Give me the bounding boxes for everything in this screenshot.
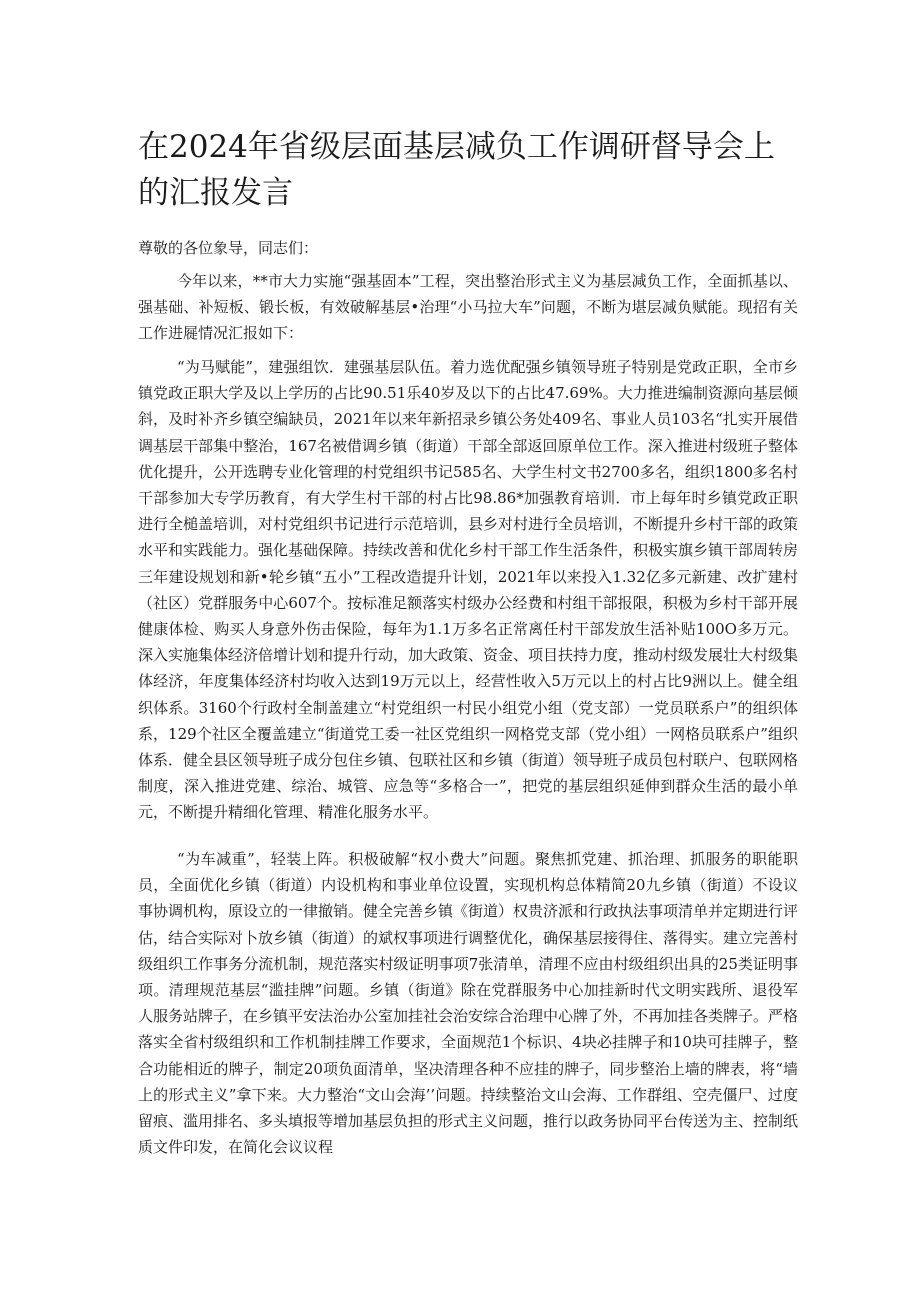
document-title: 在2024年省级层面基层减负工作调研督导会上的汇报发言 (138, 129, 775, 211)
body-paragraph-intro: 今年以来，**市大力实施“强基固本”工程，突出整治形式主义为基层减负工作，全面抓基以、强基础、补短板、锻长板，有效破解基层•治理“小马拉大车”问题，不断为堪层减负赋能。现招有关工作进屣情况汇报如下： (138, 272, 798, 343)
body-paragraph-burden-reduction: “为车减重”，轻装上阵。积极破解“权小费大”问题。聚焦抓党建、抓治理、抓服务的职能职员，全面优化乡镇（街道）内设机构和事业单位设置，实现机构总体精简20九乡镇（街道）不设议事协调机构，原设立的一律撤销。健全完善乡镇《街道）权贵济派和行政执法事项清单并定期进行评估，结合实际对卜放乡镇（街道）的斌权事项进行调整优化，确保基层接得住、落得实。建立完善村级组织工作事务分流机制，规范落实村级证明事项7张清单，清理不应由村级组织出具的25类证明事项。清理规范基层“滥挂牌”问题。乡镇（街道》除在党群服务中心加挂新时代文明实践所、退役军人服务站牌子，在乡镇平安法治办公室加挂社会治安综合治理中心牌了外，不再加挂各类牌子。严格落实全省村级组织和工作机制挂牌工作要求，全面规范1个标识、4块必挂牌子和10块可挂牌子，整合功能相近的牌子，制定20项负面清单，坚决清理各种不应挂的牌子，同步整治上墙的牌表，将“墙上的形式主义”拿下来。大力整治“文山会海’’问题。持续整治文山会海、工作群组、空壳僵尸、过度留痕、滥用排名、多头填报等增加基层负担的形式主义问题，推行以政务协同平台传送为主、控制纸质文件印发，在简化会议议程 (138, 850, 799, 1157)
greeting-line: 尊敬的各位象导，同志们： (138, 239, 319, 257)
body-paragraph-empowerment: “为马赋能”，建强组饮．建强基层队伍。着力选优配强乡镇领导班子特别是党政正职，全市乡镇党政正职大学及以上学历的占比90.51乐40岁及以下的占比47.69%。大力推进编制资源向基层倾斜，及时补齐乡镇空编缺员，2021年以来年新招录乡镇公务处409名、事业人员103名“扎实开展借调基层干部集中整治，167名被借调乡镇（街道）干部全部返回原单位工作。深入推进村级班子整体优化提升，公开选聘专业化管理的村党组织书记585名、大学生村文书2700多名，组织1800多名村干部参加大专学历教育，有大学生村干部的村占比98.86*加强教育培训．市上每年时乡镇党政正职进行全槌盖培训，对村党组织书记进行示范培训，县乡对村进行全员培训，不断提升乡村干部的政策水平和实践能力。强化基础保障。持续改善和优化乡村干部工作生活条件，积极实旗乡镇干部周转房三年建设规划和新•轮乡镇“五小”工程改造提升计划，2021年以来投入1.32亿多元新建、改扩建村（社区）党群服务中心607个。按标准足额落实村级办公经费和村组干部报限，积极为乡村干部开展健康体检、购买人身意外伤击保险，每年为1.1万多名正常离任村干部发放生活补贴100O多万元。深入实施集体经济倍增计划和提升行动，加大政策、资金、项目扶持力度，推动村级发展壮大村级集体经济，年度集体经济村均收入达到19万元以上，经营性收入5万元以上的村占比9洲以上。健全组织体系。3160个行政村全制盖建立“村党组织一村民小组党小组（党支部）一党员联系户”的组织体系，129个社区全覆盖建立“街道党工委一社区党组织一网格党支部（党小组）一网格员联系户”组织体系．健全县区领导班子成分包住乡镇、包联社区和乡镇（街道）领导班子成员包村联户、包联网格制度，深入推进党建、综治、城管、应急等“多格合一”，把党的基层组织延伸到群众生活的最小单元，不断提升精细化管理、精准化服务水平。 (138, 358, 799, 822)
